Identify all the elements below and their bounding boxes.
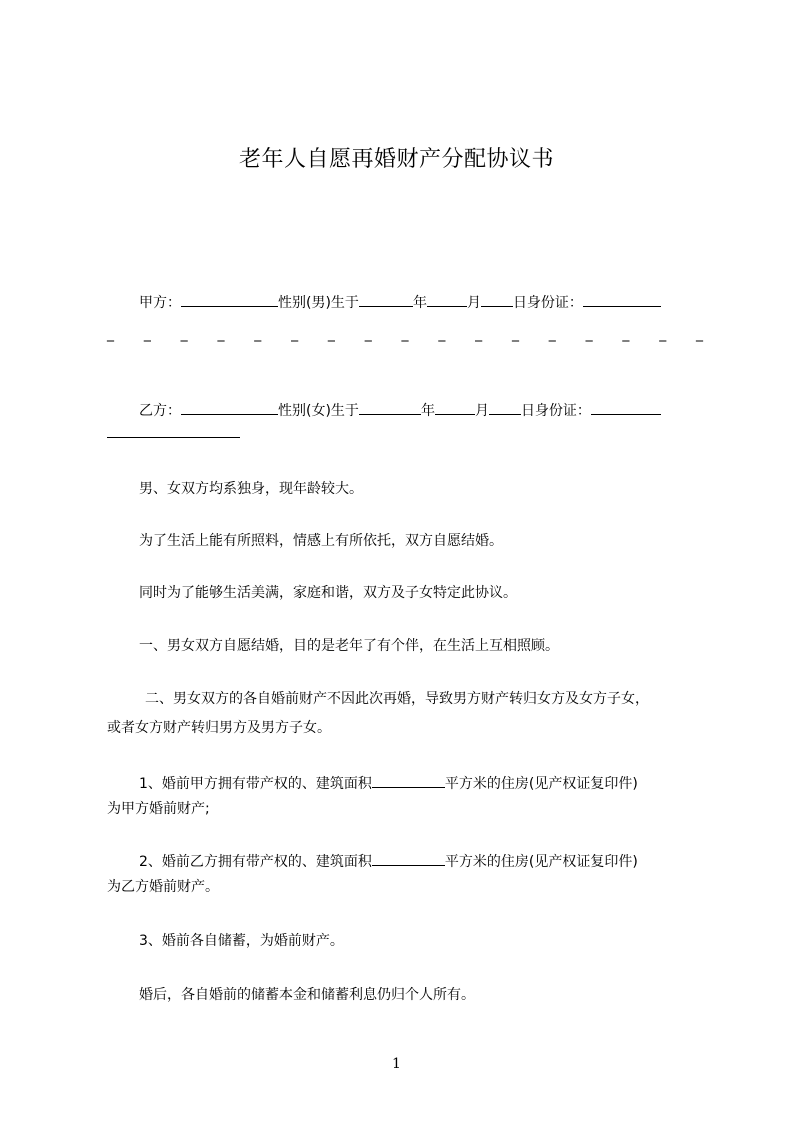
party-a-line xyxy=(139,292,661,311)
item-1-post: 平方米的住房(见产权证复印件) xyxy=(444,776,638,792)
document-title: 老年人自愿再婚财产分配协议书 xyxy=(238,147,554,172)
dash-mark: _ xyxy=(143,326,151,342)
item-2-line-2: 为乙方婚前财产。 xyxy=(107,879,219,895)
dash-mark: _ xyxy=(696,326,703,342)
dash-mark: _ xyxy=(585,326,593,342)
party-b-line xyxy=(139,400,661,419)
dash-mark: _ xyxy=(401,326,409,342)
item-1-line-1 xyxy=(139,773,638,792)
paragraph-savings: 婚后，各自婚前的储蓄本金和储蓄利息仍归个人所有。 xyxy=(139,987,475,1003)
item-2-line-1 xyxy=(139,851,638,870)
dash-mark: _ xyxy=(622,326,630,342)
item-1-area-blank xyxy=(372,773,445,788)
party-a-label: 甲方： xyxy=(139,295,181,311)
party-b-id-continuation-rule xyxy=(107,437,240,438)
dash-mark: _ xyxy=(107,326,114,342)
clause-2-line-2: 或者女方财产转归男方及男方子女。 xyxy=(107,720,331,736)
party-a-gender-text: 性别(男)生于 xyxy=(278,295,359,311)
dash-mark: _ xyxy=(511,326,519,342)
dash-mark: _ xyxy=(659,326,667,342)
party-a-id-blank xyxy=(583,292,661,307)
party-a-year-label: 年 xyxy=(412,295,427,311)
page-number: 1 xyxy=(392,1056,401,1072)
party-b-name-blank xyxy=(181,400,278,415)
party-b-id-label: 日身份证： xyxy=(520,403,591,419)
party-b-label: 乙方： xyxy=(139,403,181,419)
party-a-month-blank xyxy=(427,292,467,307)
party-b-day-blank xyxy=(489,400,521,415)
party-b-year-label: 年 xyxy=(420,403,435,419)
party-a-name-blank xyxy=(181,292,278,307)
dash-mark: _ xyxy=(217,326,225,342)
item-2-pre: 2、婚前乙方拥有带产权的、建筑面积 xyxy=(139,854,372,870)
party-b-year-blank xyxy=(359,400,421,415)
party-a-id-label: 日身份证： xyxy=(512,295,583,311)
paragraph-1: 男、女双方均系独身，现年龄较大。 xyxy=(139,481,363,497)
party-b-gender-text: 性别(女)生于 xyxy=(278,403,359,419)
dash-mark: _ xyxy=(438,326,446,342)
item-2-area-blank xyxy=(372,851,445,866)
item-1-line-2: 为甲方婚前财产; xyxy=(107,801,210,817)
dash-mark: _ xyxy=(548,326,556,342)
paragraph-2: 为了生活上能有所照料，情感上有所依托，双方自愿结婚。 xyxy=(139,533,503,549)
party-b-month-blank xyxy=(435,400,475,415)
party-a-id-dash-row xyxy=(107,326,703,342)
item-2-post: 平方米的住房(见产权证复印件) xyxy=(444,854,638,870)
item-1-pre: 1、婚前甲方拥有带产权的、建筑面积 xyxy=(139,776,372,792)
dash-mark: _ xyxy=(180,326,188,342)
dash-mark: _ xyxy=(254,326,262,342)
clause-2-line-1: 二、男女双方的各自婚前财产不因此次再婚，导致男方财产转归女方及女方子女， xyxy=(145,691,649,707)
dash-mark: _ xyxy=(364,326,372,342)
party-b-id-blank xyxy=(591,400,661,415)
item-3: 3、婚前各自储蓄，为婚前财产。 xyxy=(139,933,344,949)
dash-mark: _ xyxy=(475,326,483,342)
paragraph-3: 同时为了能够生活美满，家庭和谐，双方及子女特定此协议。 xyxy=(139,585,517,601)
party-a-day-blank xyxy=(481,292,513,307)
dash-mark: _ xyxy=(291,326,299,342)
clause-1: 一、男女双方自愿结婚，目的是老年了有个伴，在生活上互相照顾。 xyxy=(139,638,559,654)
party-b-month-label: 月 xyxy=(474,403,489,419)
party-a-year-blank xyxy=(359,292,413,307)
party-a-month-label: 月 xyxy=(466,295,481,311)
dash-mark: _ xyxy=(327,326,335,342)
